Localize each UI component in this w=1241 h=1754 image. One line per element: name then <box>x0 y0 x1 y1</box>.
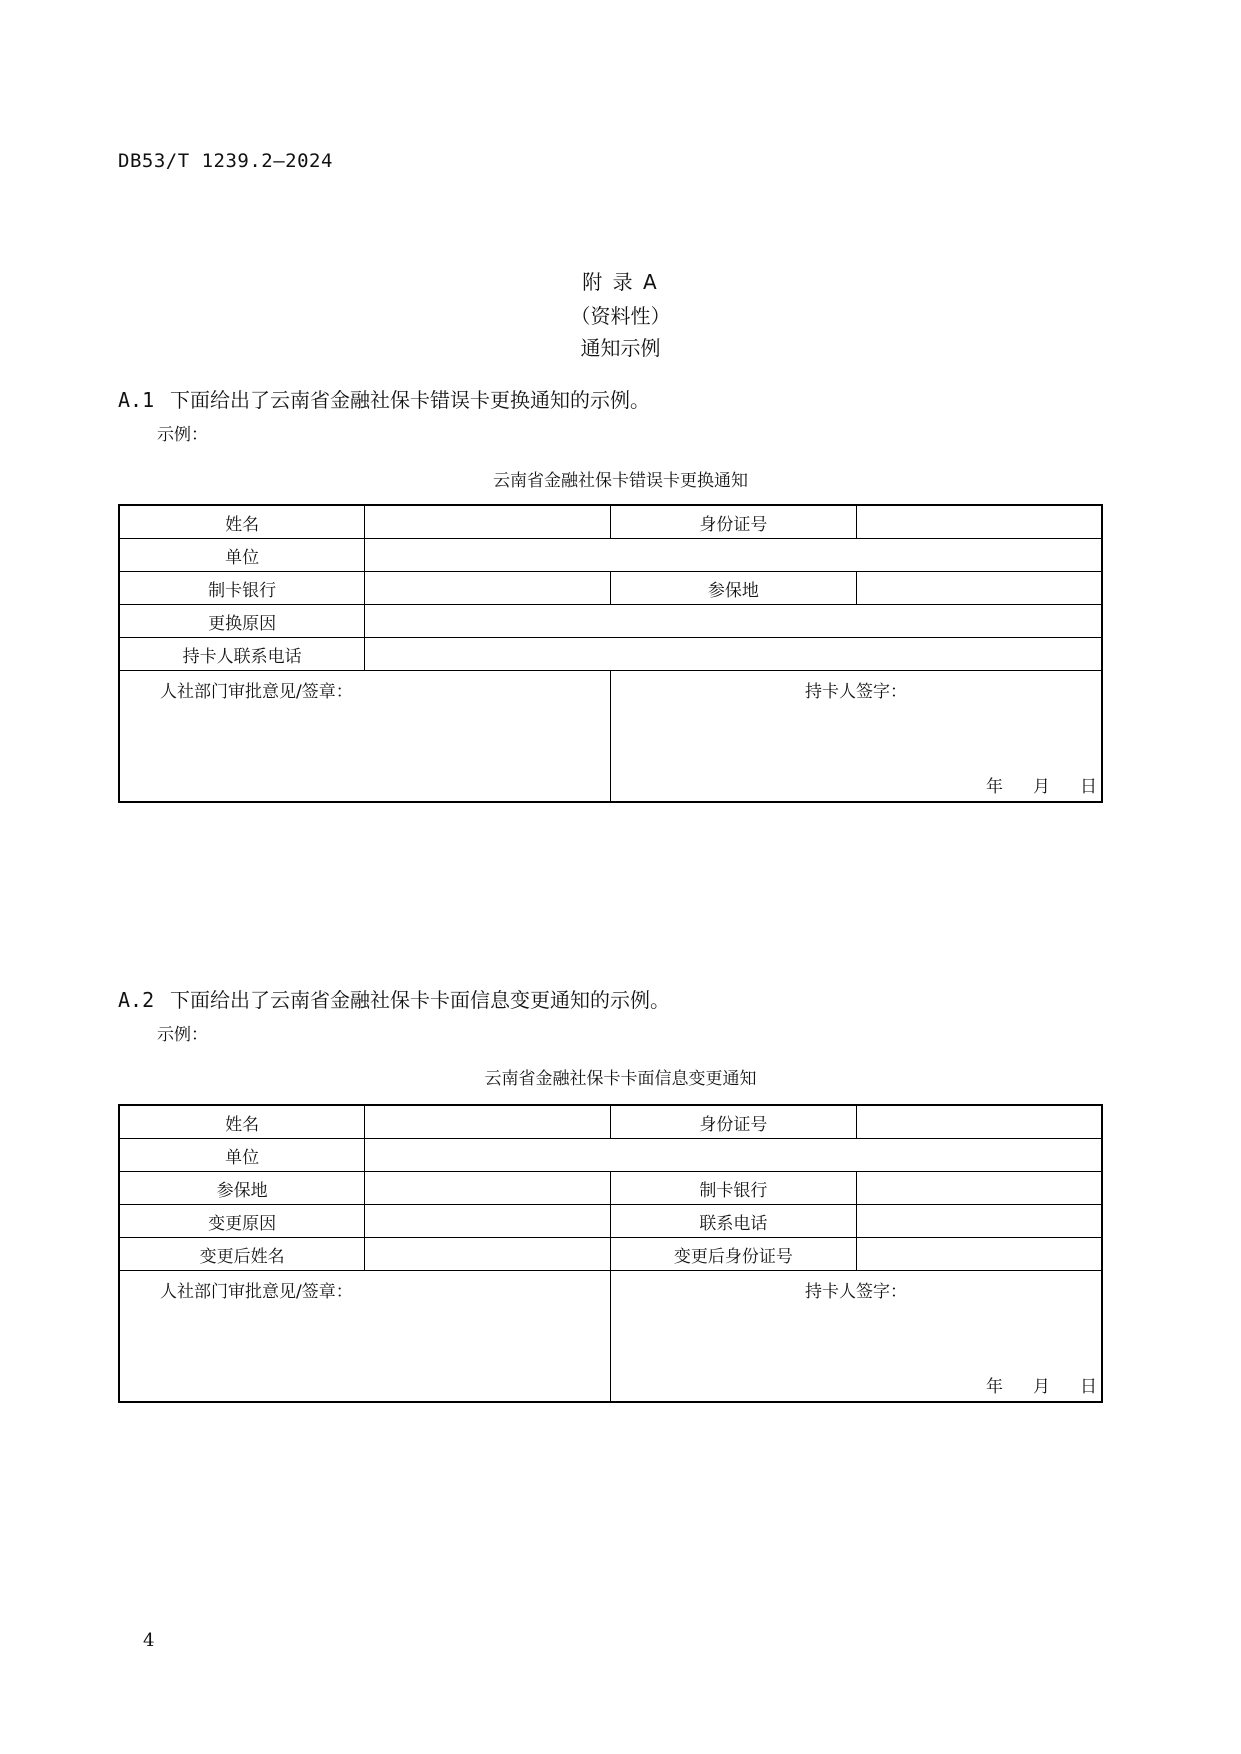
approval-label: 人社部门审批意见/签章： <box>160 1282 353 1302</box>
example-label: 示例： <box>157 425 208 445</box>
field-value[interactable] <box>365 572 611 605</box>
field-label: 变更后姓名 <box>119 1238 365 1271</box>
field-value[interactable] <box>856 505 1102 539</box>
field-label: 姓名 <box>119 1105 365 1139</box>
signature-row <box>119 671 1102 803</box>
field-label: 联系电话 <box>611 1205 857 1238</box>
form-title: 云南省金融社保卡错误卡更换通知 <box>493 471 748 491</box>
field-label: 姓名 <box>119 505 365 539</box>
field-label: 变更原因 <box>119 1205 365 1238</box>
field-value[interactable] <box>365 638 1102 671</box>
example-label: 示例： <box>157 1025 208 1045</box>
field-value[interactable] <box>365 1238 611 1271</box>
signature-label: 持卡人签字： <box>805 682 907 702</box>
clause-text: 下面给出了云南省金融社保卡卡面信息变更通知的示例。 <box>170 988 670 1012</box>
field-value[interactable] <box>365 505 611 539</box>
field-value[interactable] <box>856 1105 1102 1139</box>
appendix-heading: 通知示例 <box>580 336 661 360</box>
field-value[interactable] <box>365 1205 611 1238</box>
table-row <box>119 638 1102 671</box>
field-value[interactable] <box>856 1205 1102 1238</box>
field-value[interactable] <box>365 1172 611 1205</box>
date-day: 日 <box>1080 1377 1097 1397</box>
page-number: 4 <box>143 1630 155 1651</box>
clause-number: A.1 <box>118 388 155 412</box>
field-label: 变更后身份证号 <box>611 1238 857 1271</box>
field-label: 身份证号 <box>611 1105 857 1139</box>
approval-cell[interactable] <box>119 671 611 803</box>
field-label: 单位 <box>119 539 365 572</box>
field-value[interactable] <box>365 539 1102 572</box>
field-value[interactable] <box>856 1172 1102 1205</box>
form-table-a1 <box>118 504 1103 803</box>
document-code: DB53/T 1239.2—2024 <box>118 150 333 172</box>
signature-row <box>119 1271 1102 1403</box>
signature-label: 持卡人签字： <box>805 1282 907 1302</box>
field-value[interactable] <box>365 1105 611 1139</box>
clause-number: A.2 <box>118 988 155 1012</box>
table-row <box>119 539 1102 572</box>
date-year: 年 <box>986 1377 1003 1397</box>
table-row <box>119 1205 1102 1238</box>
appendix-title: 附 录 A <box>582 270 659 294</box>
table-row <box>119 605 1102 638</box>
date-year: 年 <box>986 777 1003 797</box>
date-month: 月 <box>1033 1377 1050 1397</box>
signature-cell[interactable] <box>611 1271 1103 1403</box>
approval-cell[interactable] <box>119 1271 611 1403</box>
table-row <box>119 505 1102 539</box>
approval-label: 人社部门审批意见/签章： <box>160 682 353 702</box>
date-line <box>956 1372 1097 1397</box>
field-label: 单位 <box>119 1139 365 1172</box>
field-label: 制卡银行 <box>119 572 365 605</box>
field-value[interactable] <box>856 572 1102 605</box>
field-value[interactable] <box>365 1139 1102 1172</box>
field-label: 更换原因 <box>119 605 365 638</box>
table-row <box>119 1105 1102 1139</box>
date-month: 月 <box>1033 777 1050 797</box>
table-row <box>119 572 1102 605</box>
clause-a1 <box>118 384 650 413</box>
form-title: 云南省金融社保卡卡面信息变更通知 <box>484 1069 757 1089</box>
field-value[interactable] <box>856 1238 1102 1271</box>
date-day: 日 <box>1080 777 1097 797</box>
appendix-subtitle: （资料性） <box>570 304 671 328</box>
field-label: 制卡银行 <box>611 1172 857 1205</box>
field-label: 参保地 <box>119 1172 365 1205</box>
signature-cell[interactable] <box>611 671 1103 803</box>
clause-text: 下面给出了云南省金融社保卡错误卡更换通知的示例。 <box>170 388 650 412</box>
form-table-a2 <box>118 1104 1103 1403</box>
field-label: 身份证号 <box>611 505 857 539</box>
table-row <box>119 1238 1102 1271</box>
field-label: 参保地 <box>611 572 857 605</box>
field-label: 持卡人联系电话 <box>119 638 365 671</box>
field-value[interactable] <box>365 605 1102 638</box>
table-row <box>119 1139 1102 1172</box>
table-row <box>119 1172 1102 1205</box>
clause-a2 <box>118 984 670 1013</box>
date-line <box>956 772 1097 797</box>
